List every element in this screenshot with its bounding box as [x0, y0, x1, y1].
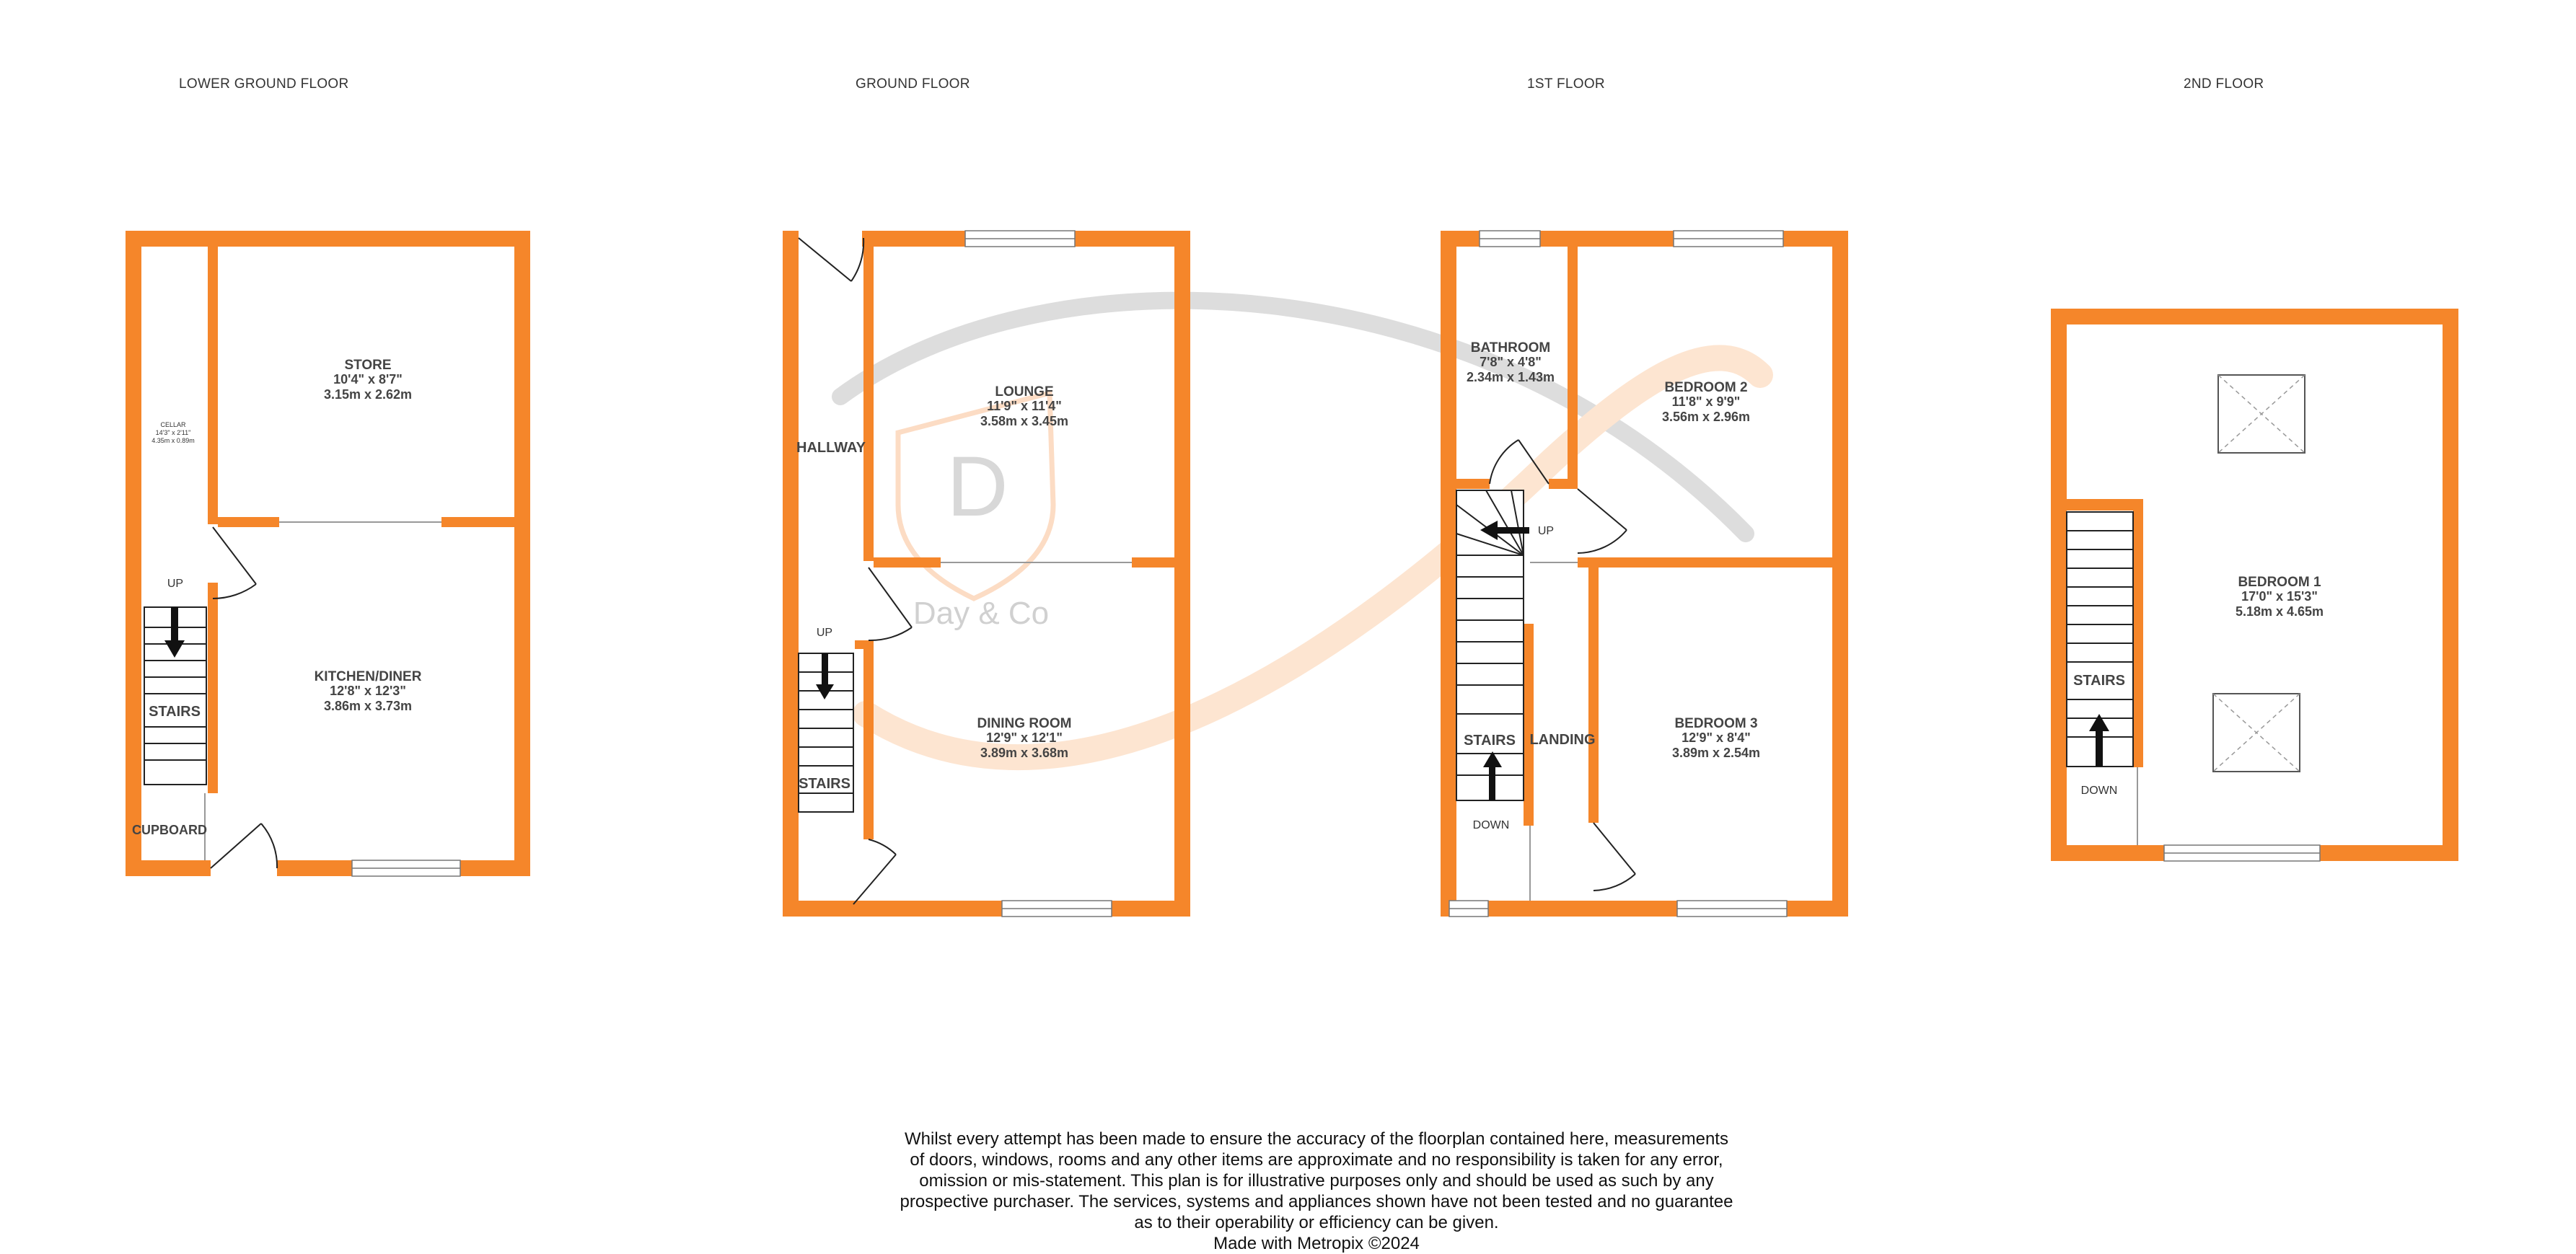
- skylight-icon: [2218, 375, 2305, 453]
- bathroom-name: BATHROOM: [1470, 340, 1551, 356]
- bedroom1-imperial: 17'0" x 15'3": [2241, 589, 2318, 604]
- watermark: [840, 301, 1760, 757]
- landing-label: LANDING: [1529, 732, 1596, 748]
- lounge-imperial: 11'9" x 11'4": [987, 399, 1062, 413]
- bathroom-metric: 2.34m x 1.43m: [1466, 370, 1555, 384]
- ground-stairs-label: STAIRS: [799, 776, 850, 792]
- kitchen-metric: 3.86m x 3.73m: [323, 699, 413, 713]
- cellar-name: CELLAR: [160, 421, 186, 428]
- second-stairs: [2067, 512, 2133, 767]
- bedroom2-name: BEDROOM 2: [1664, 380, 1748, 395]
- disclaimer-line: of doors, windows, rooms and any other items are approximate and no responsibility is taken for any error,: [910, 1150, 1723, 1170]
- metropix-credit: Made with Metropix ©2024: [1213, 1234, 1420, 1253]
- watermark-letter: D: [946, 439, 1008, 534]
- lounge-name: LOUNGE: [995, 384, 1054, 399]
- lounge-metric: 3.58m x 3.45m: [980, 414, 1069, 428]
- first-stairs: [1456, 490, 1529, 800]
- lower-ground-stairs-label: STAIRS: [149, 704, 201, 720]
- store-name: STORE: [344, 358, 392, 373]
- dining-room-metric: 3.89m x 3.68m: [980, 746, 1069, 760]
- first-down-label: DOWN: [1472, 819, 1510, 831]
- bedroom1-metric: 5.18m x 4.65m: [2235, 604, 2324, 619]
- dining-room-imperial: 12'9" x 12'1": [986, 730, 1063, 745]
- cellar-metric: 4.35m x 0.89m: [151, 437, 195, 444]
- disclaimer-line: as to their operability or efficiency can be given.: [1134, 1213, 1499, 1232]
- bedroom2-imperial: 11'8" x 9'9": [1671, 394, 1741, 409]
- ground-floor-title: GROUND FLOOR: [856, 76, 970, 92]
- kitchen-imperial: 12'8" x 12'3": [330, 684, 406, 698]
- store-metric: 3.15m x 2.62m: [323, 387, 413, 402]
- skylight-icon: [2213, 694, 2300, 772]
- first-stairs-label: STAIRS: [1464, 733, 1516, 749]
- skylights: [2213, 375, 2305, 772]
- lower-ground-window: [352, 860, 460, 876]
- lower-ground-up-label: UP: [167, 578, 184, 590]
- hallway-label: HALLWAY: [796, 440, 866, 456]
- store-imperial: 10'4" x 8'7": [333, 372, 403, 387]
- second-window: [2164, 845, 2320, 861]
- lower-ground-stairs: [144, 607, 206, 785]
- second-floor-title: 2ND FLOOR: [2184, 76, 2264, 92]
- cupboard-label: CUPBOARD: [131, 823, 208, 837]
- kitchen-name: KITCHEN/DINER: [314, 669, 422, 684]
- first-floor-plan: [1441, 231, 1848, 917]
- watermark-name: Day & Co: [913, 596, 1050, 631]
- disclaimer: [830, 1129, 1803, 1254]
- dining-room-name: DINING ROOM: [977, 716, 1072, 731]
- bedroom3-imperial: 12'9" x 8'4": [1682, 730, 1751, 745]
- disclaimer-line: prospective purchaser. The services, systems and appliances shown have not been tested and no guarantee: [900, 1192, 1733, 1211]
- lower-ground-floor-plan: [126, 231, 530, 876]
- bedroom2-metric: 3.56m x 2.96m: [1661, 410, 1751, 424]
- disclaimer-line: omission or mis-statement. This plan is for illustrative purposes only and should be used as such by any: [919, 1171, 1714, 1191]
- lower-ground-doors: [211, 527, 277, 868]
- first-floor-title: 1ST FLOOR: [1527, 76, 1605, 92]
- cellar-imperial: 14'3" x 2'11": [155, 429, 191, 436]
- bedroom3-name: BEDROOM 3: [1674, 716, 1758, 731]
- bedroom3-metric: 3.89m x 2.54m: [1671, 746, 1761, 760]
- first-up-label: UP: [1537, 525, 1555, 537]
- bedroom1-name: BEDROOM 1: [2238, 575, 2321, 590]
- second-floor-plan: [2051, 309, 2458, 861]
- second-down-label: DOWN: [2080, 785, 2118, 797]
- ground-up-label: UP: [816, 627, 833, 639]
- second-stairs-label: STAIRS: [2073, 673, 2125, 689]
- lower-ground-floor-title: LOWER GROUND FLOOR: [179, 76, 349, 92]
- bathroom-imperial: 7'8" x 4'8": [1480, 355, 1542, 369]
- disclaimer-line: Whilst every attempt has been made to ensure the accuracy of the floorplan contained here, measurements: [905, 1129, 1728, 1149]
